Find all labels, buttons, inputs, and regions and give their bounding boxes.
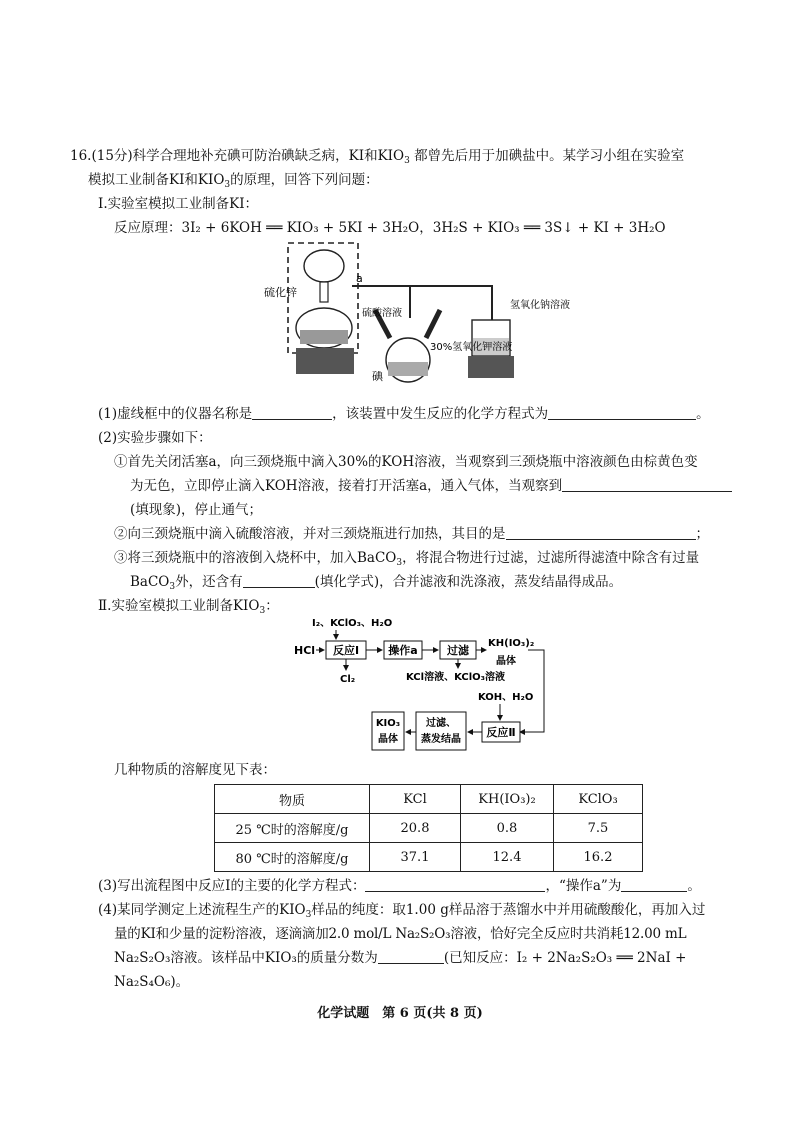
table-cell: 7.5	[554, 814, 643, 843]
table-header-row	[215, 785, 643, 814]
flow-crystal: KH(IO₃)₂	[488, 638, 535, 649]
beaker-stand	[468, 356, 514, 378]
label-naoh: 氢氧化钠溶液	[510, 300, 570, 311]
step-3-line-1: ③将三颈烧瓶中的溶液倒入烧杯中，加入BaCO$_3$，将混合物进行过滤，过滤所得滤渣中除含有过量	[114, 550, 700, 568]
table-row	[215, 843, 643, 872]
label-h2so4: 硫酸溶液	[362, 308, 402, 319]
answer-blank-1a[interactable]	[252, 405, 332, 420]
part-4-line-3	[114, 948, 686, 968]
text: (1)虚线框中的仪器名称是	[98, 406, 253, 422]
apparatus-figure	[260, 238, 570, 388]
step-1-line-1: ①首先关闭活塞a，向三颈烧瓶中滴入30%的KOH溶液，当观察到三颈烧瓶中溶液颜色由棕黄色变	[114, 454, 698, 470]
table-header-cell: KH(IO₃)₂	[461, 785, 554, 814]
table-header-cell: KClO₃	[554, 785, 643, 814]
text: BaCO	[130, 574, 170, 590]
funnel-stem	[320, 282, 328, 302]
step-1-line-2	[130, 476, 732, 496]
step-1-line-3: (填现象)，停止通气；	[130, 502, 263, 518]
text: (3)写出流程图中反应Ⅰ的主要的化学方程式：	[98, 878, 366, 894]
right-dropper	[426, 310, 440, 338]
flow-product-1: KIO₃	[375, 718, 401, 729]
label-iodine: 碘	[372, 370, 383, 383]
separatory-funnel	[304, 250, 344, 282]
question-16-line-1: 16.(15分)科学合理地补充碘可防治碘缺乏病，KI和$KIO_3$ 都曾先后用于加碘盐中。某学习小组在实验室	[70, 148, 685, 166]
text: 都曾先后用于加碘盐中。某学习小组在实验室	[414, 148, 685, 164]
text: ，“操作a”为	[545, 878, 622, 894]
table-cell: 12.4	[461, 843, 554, 872]
answer-blank-4[interactable]	[378, 949, 444, 964]
flow-filtrate: KCl溶液、KClO₃溶液	[406, 672, 506, 683]
flow-koh-in: KOH、H₂O	[478, 692, 534, 703]
table-cell: 0.8	[461, 814, 554, 843]
text: 外，还含有	[175, 574, 243, 590]
table-cell: 16.2	[554, 843, 643, 872]
table-header-cell: 物质	[215, 785, 370, 814]
text: Na₂S₂O₃溶液。该样品中KIO₃的质量分数为	[114, 950, 378, 966]
flow-hcl: HCl	[294, 644, 316, 657]
part-2-title: (2)实验步骤如下：	[98, 430, 212, 446]
section-1-title: Ⅰ.实验室模拟工业制备KI：	[98, 196, 259, 212]
step-2	[114, 524, 709, 544]
answer-blank-1b[interactable]	[548, 405, 696, 420]
zinc-sulfide	[300, 330, 348, 344]
answer-blank-3a[interactable]	[365, 877, 545, 892]
label-a: a	[356, 272, 363, 285]
text: ；	[695, 526, 709, 542]
part-4-line-2: 量的KI和少量的淀粉溶液，逐滴滴加2.0 mol/L Na₂S₂O₃溶液，恰好完全反应时共消耗12.00 mL	[114, 926, 687, 942]
text: ，将混合物进行过滤，过滤所得滤渣中除含有过量	[402, 550, 700, 566]
text: 样品的纯度：取1.00 g样品溶于蒸馏水中并用硫酸酸化，再加入过	[311, 902, 706, 918]
page-footer: 化学试题 第 6 页(共 8 页)	[317, 1006, 483, 1021]
arrow-to-r2	[520, 650, 544, 732]
text: (4)某同学测定上述流程生产的KIO	[98, 902, 306, 918]
label-koh: 30%氢氧化钾溶液	[430, 342, 513, 353]
table-cell: 37.1	[370, 843, 461, 872]
text: 的原理，回答下列问题：	[230, 172, 379, 188]
flow-cl2: Cl₂	[340, 674, 356, 685]
answer-blank-3b[interactable]	[621, 877, 687, 892]
text: 。	[696, 406, 710, 422]
flow-r2: 反应Ⅱ	[486, 726, 516, 739]
text: 为无色，立即停止滴入KOH溶液，接着打开活塞a，通入气体，当观察到	[130, 478, 563, 494]
table-cell: 25 ℃时的溶解度/g	[215, 814, 370, 843]
label-zns: 硫化锌	[264, 286, 297, 299]
flow-product-2: 晶体	[378, 734, 398, 745]
part-4-line-4: Na₂S₄O₆)。	[114, 974, 190, 990]
reaction-principle: 反应原理：3I₂ + 6KOH ══ KIO₃ + 5KI + 3H₂O，3H₂S + KIO₃ ══ 3S↓ + KI + 3H₂O	[114, 220, 666, 236]
question-16-line-2: 模拟工业制备KI和$KIO_3$的原理，回答下列问题：	[88, 172, 379, 190]
solubility-table	[214, 784, 643, 872]
table-cell: 80 ℃时的溶解度/g	[215, 843, 370, 872]
text: ②向三颈烧瓶中滴入硫酸溶液，并对三颈烧瓶进行加热，其目的是	[114, 526, 506, 542]
answer-blank-2c[interactable]	[243, 573, 315, 588]
table-row	[215, 814, 643, 843]
answer-blank-2b[interactable]	[506, 525, 696, 540]
text: 模拟工业制备KI和KIO	[88, 172, 225, 188]
part-4-line-1: (4)某同学测定上述流程生产的$KIO_3$样品的纯度：取1.00 g样品溶于蒸馏水中并用硫酸酸化，再加入过	[98, 902, 706, 920]
flow-filt-evap-2: 蒸发结晶	[421, 734, 461, 745]
flow-filt-evap-1: 过滤、	[426, 718, 456, 729]
flow-op-a: 操作a	[388, 644, 418, 657]
flow-filter: 过滤	[447, 644, 469, 657]
text: Ⅱ.实验室模拟工业制备KIO	[98, 598, 260, 614]
flow-r1: 反应Ⅰ	[332, 644, 360, 657]
flow-crystal-2: 晶体	[496, 656, 516, 667]
text: (填化学式)，合并滤液和洗涤液，蒸发结晶得成品。	[314, 574, 623, 590]
text: 。	[687, 878, 701, 894]
table-header-cell: KCl	[370, 785, 461, 814]
table-cell: 20.8	[370, 814, 461, 843]
flow-top-input: I₂、KClO₃、H₂O	[312, 618, 393, 629]
text: ，该装置中发生反应的化学方程式为	[332, 406, 549, 422]
text: 16.(15分)科学合理地补充碘可防治碘缺乏病，KI和KIO	[70, 148, 405, 164]
flow-chart	[288, 612, 558, 752]
step-3-line-2: BaCO$_3$外，还含有 (填化学式)，合并滤液和洗涤液，蒸发结晶得成品。	[130, 574, 623, 592]
heater-base	[296, 348, 354, 374]
text: ③将三颈烧瓶中的溶液倒入烧杯中，加入BaCO	[114, 550, 397, 566]
iodine-solution	[388, 362, 428, 376]
answer-blank-2a[interactable]	[562, 477, 732, 492]
text: (已知反应：I₂ + 2Na₂S₂O₃ ══ 2NaI +	[443, 950, 687, 966]
part-3	[98, 876, 701, 896]
part-1	[98, 404, 710, 424]
section-2-title: Ⅱ.实验室模拟工业制备$KIO_3$：	[98, 598, 279, 616]
table-intro: 几种物质的溶解度见下表：	[114, 762, 276, 778]
